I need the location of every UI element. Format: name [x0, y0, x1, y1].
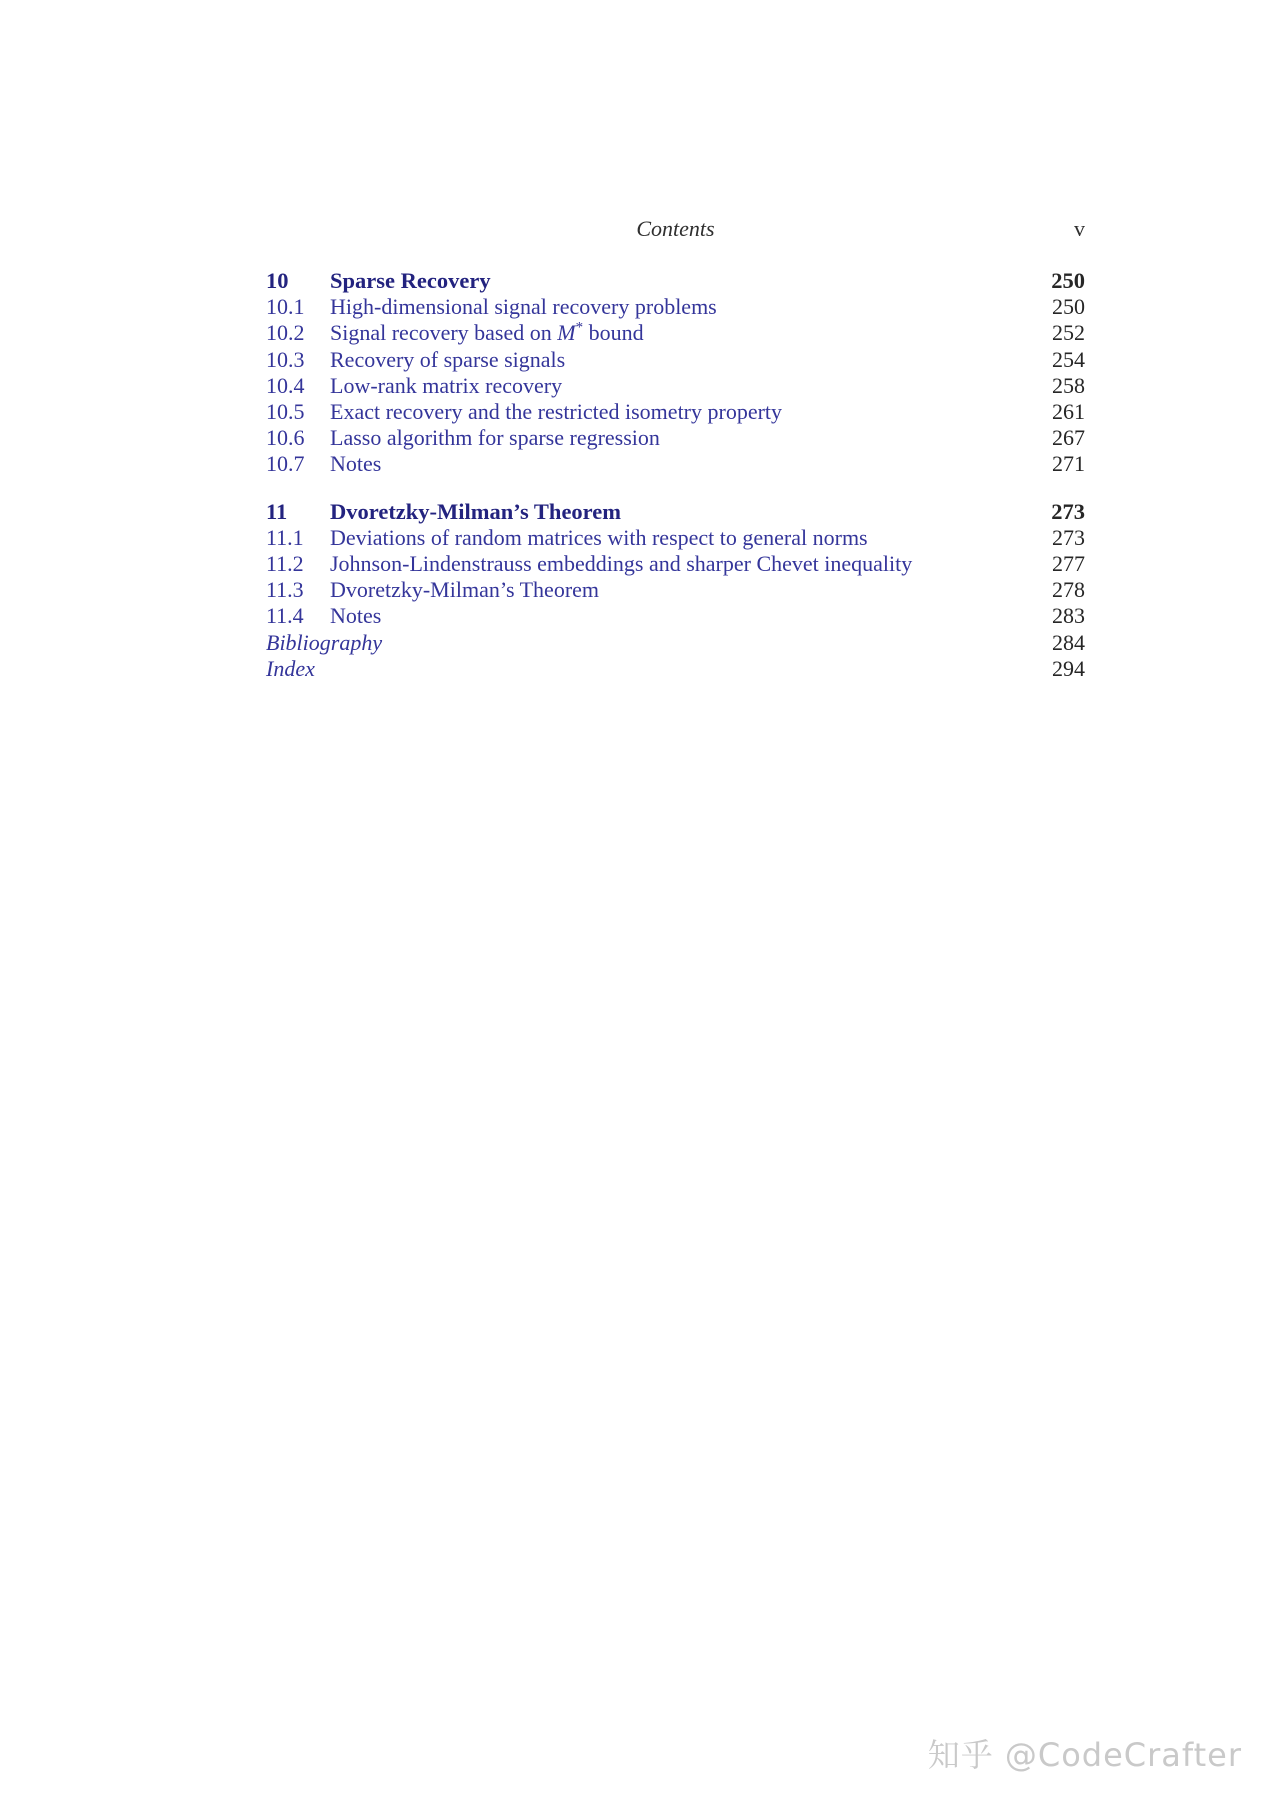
entry-page: 252 [1052, 320, 1085, 346]
entry-number: 11.2 [266, 551, 304, 577]
toc-entry [266, 603, 1085, 629]
entry-number: 10.5 [266, 399, 305, 425]
entry-page: 250 [1051, 268, 1085, 293]
entry-number: 10 [266, 268, 289, 293]
entry-title: Dvoretzky-Milman’s Theorem [330, 577, 600, 603]
table-of-contents [266, 268, 1085, 682]
entry-title: Index [266, 655, 315, 681]
toc-backmatter-entry [266, 656, 1085, 682]
entry-title: Notes [330, 603, 382, 629]
entry-title: Dvoretzky-Milman’s Theorem [330, 498, 621, 524]
entry-page: 254 [1052, 346, 1085, 372]
entry-page: 284 [1052, 629, 1085, 655]
running-header [266, 216, 1085, 246]
entry-number: 10.6 [266, 425, 305, 451]
toc-entry [266, 294, 1085, 320]
entry-page: 294 [1052, 655, 1085, 681]
entry-page: 258 [1052, 372, 1085, 398]
entry-number: 11 [266, 498, 288, 524]
toc-chapter-block [266, 499, 1085, 630]
entry-number: 10.2 [266, 320, 305, 346]
entry-page: 261 [1052, 399, 1085, 425]
toc-entry [266, 525, 1085, 551]
toc-entry [266, 347, 1085, 373]
toc-chapter-entry [266, 268, 1085, 294]
superscript: * [575, 320, 584, 337]
toc-entry [266, 577, 1085, 603]
entry-number: 11.3 [266, 577, 304, 603]
watermark: 知乎 @CodeCrafter [927, 1736, 1242, 1774]
entry-title: High-dimensional signal recovery problems [330, 294, 717, 320]
entry-page: 250 [1052, 294, 1085, 320]
entry-number: 10.4 [266, 372, 305, 398]
entry-title: Exact recovery and the restricted isometry property [330, 399, 783, 425]
title-text: Signal recovery based on [330, 320, 558, 346]
entry-number: 11.4 [266, 603, 304, 629]
title-text: bound [583, 320, 644, 346]
entry-page: 273 [1051, 498, 1085, 524]
entry-title: Notes [330, 451, 382, 477]
entry-page: 271 [1052, 451, 1085, 477]
toc-entry [266, 551, 1085, 577]
entry-title: Recovery of sparse signals [330, 346, 566, 372]
entry-title: Sparse Recovery [330, 268, 491, 293]
running-header-page-number: v [1074, 216, 1085, 241]
entry-number: 11.1 [266, 524, 304, 550]
toc-entry [266, 399, 1085, 425]
entry-number: 10.7 [266, 451, 305, 477]
entry-page: 267 [1052, 425, 1085, 451]
entry-title: Low-rank matrix recovery [330, 372, 563, 398]
entry-page: 283 [1052, 603, 1085, 629]
entry-number: 10.1 [266, 294, 305, 320]
toc-chapter-block [266, 268, 1085, 478]
entry-page: 278 [1052, 577, 1085, 603]
entry-number: 10.3 [266, 346, 305, 372]
running-header-title: Contents [636, 216, 715, 241]
entry-page: 277 [1052, 551, 1085, 577]
entry-title: Bibliography [266, 629, 383, 655]
entry-title [330, 320, 1052, 346]
entry-title: Deviations of random matrices with respect to general norms [330, 524, 868, 550]
entry-page: 273 [1052, 524, 1085, 550]
toc-entry [266, 320, 1085, 346]
math-symbol: M [557, 320, 576, 346]
toc-entry [266, 425, 1085, 451]
entry-title: Johnson-Lindenstrauss embeddings and sharper Chevet inequality [330, 551, 913, 577]
toc-backmatter-entry [266, 630, 1085, 656]
entry-title: Lasso algorithm for sparse regression [330, 425, 660, 451]
toc-chapter-entry [266, 499, 1085, 525]
toc-entry [266, 373, 1085, 399]
toc-entry [266, 451, 1085, 477]
